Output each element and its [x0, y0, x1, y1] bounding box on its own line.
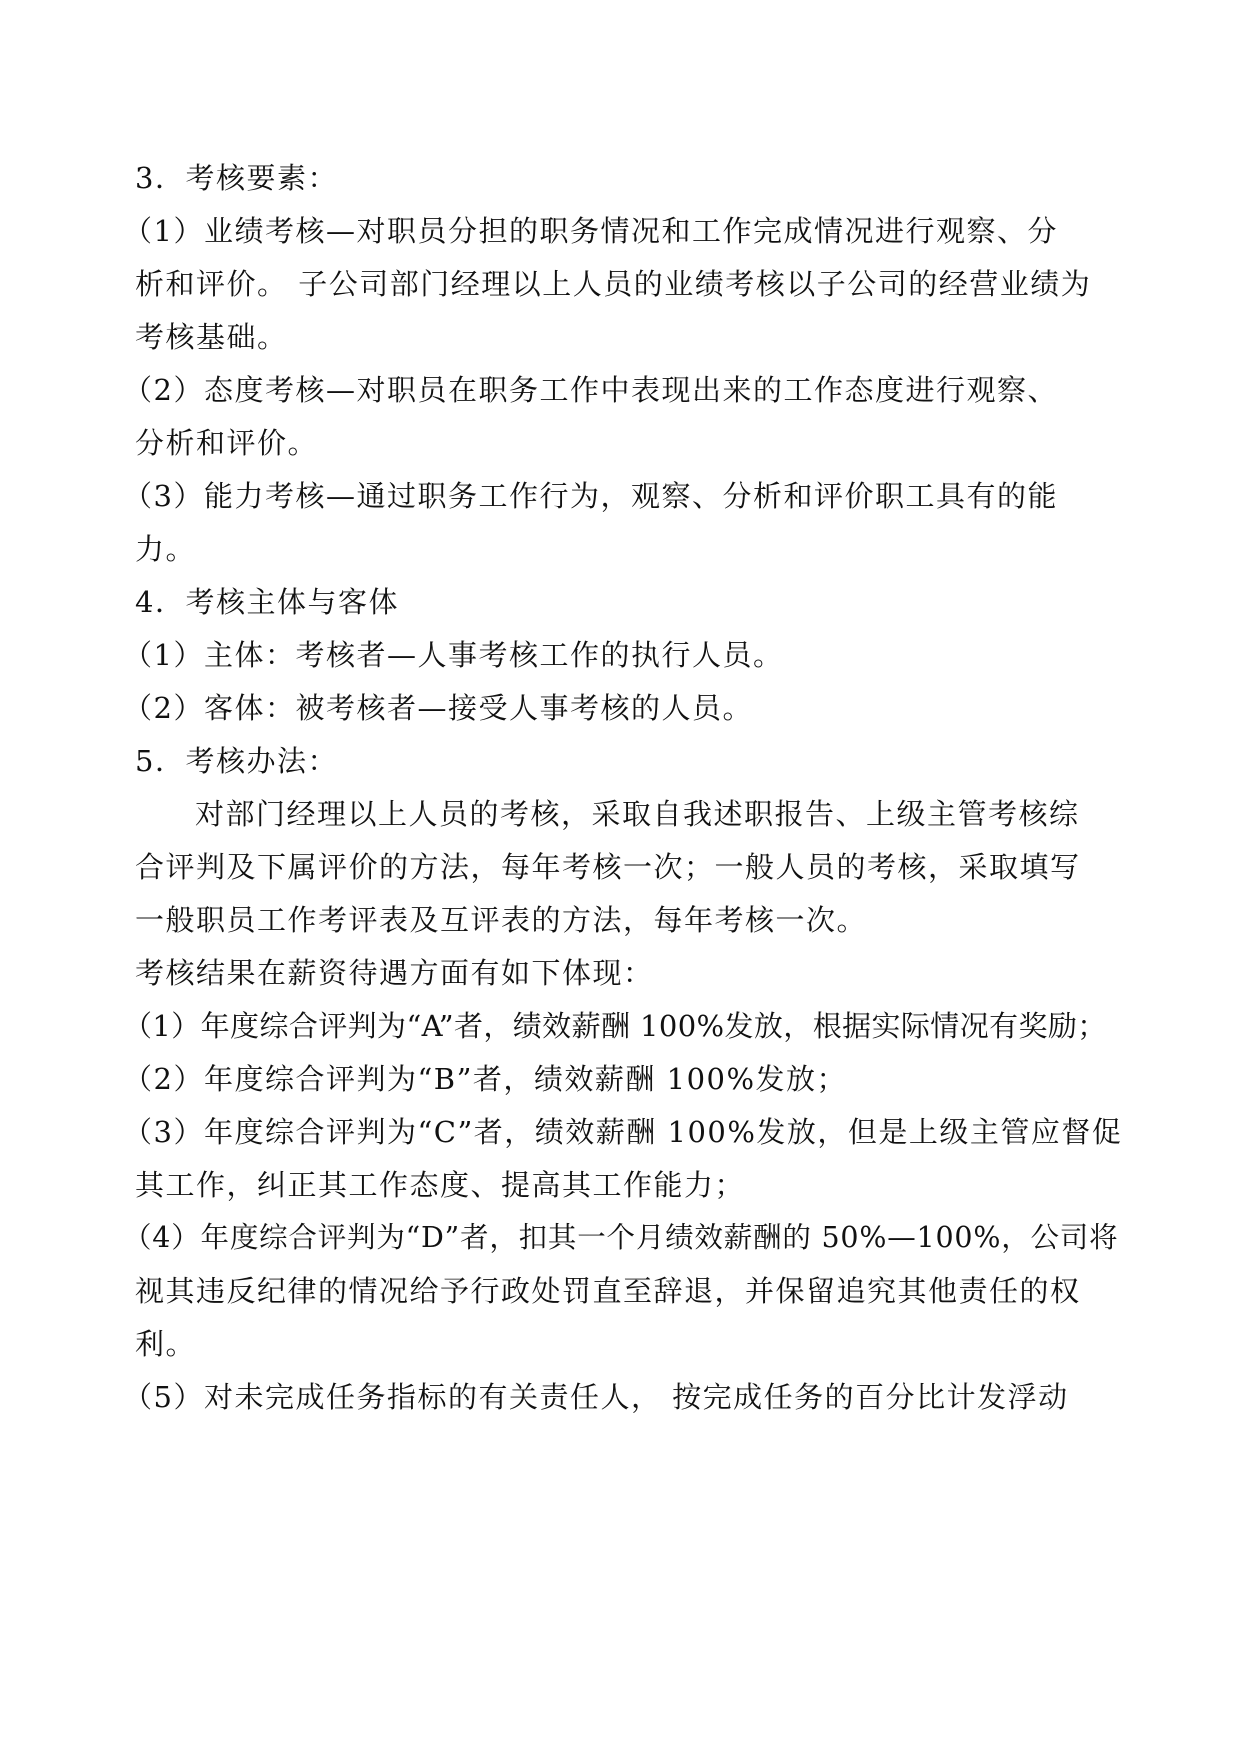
paragraph-line: 分析和评价。	[135, 426, 319, 460]
paragraph-line: 合评判及下属评价的方法，每年考核一次；一般人员的考核，采取填写	[135, 850, 1081, 884]
heading-3-assessment-elements: 3．考核要素：	[135, 161, 338, 195]
paragraph-line: （1）主体：考核者—人事考核工作的执行人员。	[123, 638, 784, 672]
paragraph-line: （1）业绩考核—对职员分担的职务情况和工作完成情况进行观察、分	[123, 214, 1058, 248]
paragraph-line: （2）客体：被考核者—接受人事考核的人员。	[123, 691, 753, 725]
paragraph-line: 一般职员工作考评表及互评表的方法，每年考核一次。	[135, 903, 868, 937]
heading-4-subject-object: 4．考核主体与客体	[135, 585, 399, 619]
paragraph-line: 析和评价。 子公司部门经理以上人员的业绩考核以子公司的经营业绩为	[135, 267, 1092, 301]
paragraph-line: （2）态度考核—对职员在职务工作中表现出来的工作态度进行观察、	[123, 373, 1058, 407]
paragraph-line: （4）年度综合评判为“D”者，扣其一个月绩效薪酬的 50%—100%，公司将	[123, 1221, 1119, 1254]
paragraph-line: （3）年度综合评判为“C”者，绩效薪酬 100%发放，但是上级主管应督促	[123, 1115, 1123, 1149]
paragraph-line: （2）年度综合评判为“B”者，绩效薪酬 100%发放；	[123, 1062, 848, 1096]
paragraph-line: （5）对未完成任务指标的有关责任人， 按完成任务的百分比计发浮动	[123, 1380, 1069, 1414]
paragraph-line: 利。	[135, 1327, 197, 1361]
paragraph-line: （1）年度综合评判为“A”者，绩效薪酬 100%发放，根据实际情况有奖励；	[123, 1009, 1107, 1043]
heading-5-assessment-methods: 5．考核办法：	[135, 744, 338, 778]
paragraph-line: 其工作，纠正其工作态度、提高其工作能力；	[135, 1168, 746, 1202]
paragraph-line: 视其违反纪律的情况给予行政处罚直至辞退，并保留追究其他责任的权	[135, 1274, 1081, 1308]
paragraph-line: 考核结果在薪资待遇方面有如下体现：	[135, 956, 654, 990]
paragraph-line: 对部门经理以上人员的考核，采取自我述职报告、上级主管考核综	[195, 797, 1080, 831]
paragraph-line: （3）能力考核—通过职务工作行为，观察、分析和评价职工具有的能	[123, 479, 1058, 513]
paragraph-line: 力。	[135, 532, 197, 566]
paragraph-line: 考核基础。	[135, 320, 288, 354]
